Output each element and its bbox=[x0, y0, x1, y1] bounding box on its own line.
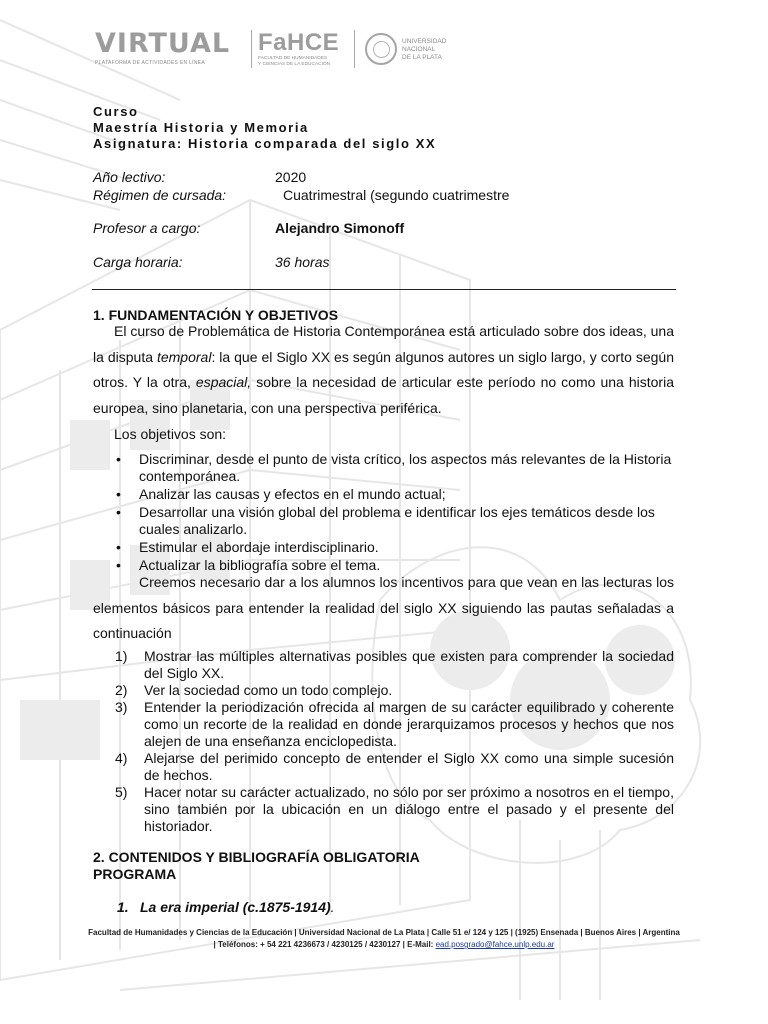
list-item: 2) Ver la sociedad como un todo complejo. bbox=[115, 682, 393, 698]
list-item: 3) Entender la periodización ofrecida al margen de su carácter equilibrado y coherente como un recorte de la realidad en donde jerarquizamos procesos y hechos que nos alejen de una enseñanza enciclopedista. bbox=[115, 699, 674, 749]
logo-divider bbox=[354, 30, 355, 68]
fahce-logo-text: FaHCE bbox=[258, 29, 340, 56]
professor-label: Profesor a cargo: bbox=[93, 220, 201, 236]
logo-divider bbox=[251, 30, 252, 68]
page-footer: Facultad de Humanidades y Ciencias de la Educación | Universidad Nacional de La Plata | Calle 51 e/ 124 y 125 | (1925) Ensenada | Buenos Aires | Argentina | Teléfonos: + 54 221 4236673 / 4230125 / 4230127 | E-Mail: ead.posgrado@fahce.unlp.edu.ar bbox=[88, 928, 680, 949]
intro-paragraph: El curso de Problemática de Historia Contemporánea está articulado sobre dos ideas, una la disputa temporal: la que el Siglo XX es según algunos autores un siglo largo, y corto según otros. Y la otra, espacial, sobre la necesidad de articular este período no como una historia europea, sino planetaria, con una perspectiva periférica. bbox=[93, 323, 674, 416]
footer-email-link[interactable]: ead.posgrado@fahce.unlp.edu.ar bbox=[435, 940, 555, 949]
fahce-logo-subtitle-2: Y CIENCIAS DE LA EDUCACIÓN bbox=[258, 62, 331, 67]
course-subject: Asignatura: Historia comparada del siglo XX bbox=[93, 136, 437, 151]
virtual-logo-subtitle: PLATAFORMA DE ACTIVIDADES EN LÍNEA bbox=[95, 60, 206, 66]
section-1-title: 1. FUNDAMENTACIÓN Y OBJETIVOS bbox=[93, 307, 339, 323]
bullet-icon: • bbox=[116, 504, 121, 520]
header-logos bbox=[95, 30, 446, 70]
bullet-icon: • bbox=[116, 557, 121, 573]
university-seal-icon bbox=[365, 33, 397, 65]
bullet-icon: • bbox=[116, 451, 121, 467]
year-value: 2020 bbox=[275, 169, 307, 185]
course-program: Maestría Historia y Memoria bbox=[93, 120, 309, 135]
list-item: 4) Alejarse del perimido concepto de entender el Siglo XX como una simple sucesión de hechos. bbox=[115, 750, 674, 783]
list-item: • Analizar las causas y efectos en el mundo actual; bbox=[116, 486, 446, 502]
hours-value: 36 horas bbox=[275, 254, 330, 270]
list-item: 1) Mostrar las múltiples alternativas posibles que existen para comprender la sociedad del Siglo XX. bbox=[115, 648, 674, 681]
list-item: • Estimular el abordaje interdisciplinario. bbox=[116, 539, 379, 555]
creemos-paragraph: Creemos necesario dar a los alumnos los incentivos para que vean en las lecturas los elementos básicos para entender la realidad del siglo XX siguiendo las pautas señaladas a continuación bbox=[93, 574, 674, 641]
course-title-block bbox=[93, 104, 436, 152]
guidelines-list bbox=[93, 648, 674, 835]
bullet-icon: • bbox=[116, 539, 121, 555]
regime-value: Cuatrimestral (segundo cuatrimestre bbox=[283, 187, 510, 203]
section-2-title: 2. CONTENIDOS Y BIBLIOGRAFÍA OBLIGATORIA bbox=[93, 849, 420, 865]
regime-label: Régimen de cursada: bbox=[93, 187, 227, 203]
bullet-icon: • bbox=[116, 486, 121, 502]
course-line: Curso bbox=[93, 104, 139, 119]
list-item: • Discriminar, desde el punto de vista crítico, los aspectos más relevantes de la Historia contemporánea. bbox=[116, 451, 672, 484]
unlp-logo-text: UNIVERSIDAD NACIONAL DE LA PLATA bbox=[402, 37, 447, 61]
list-item: • Desarrollar una visión global del problema e identificar los ejes temáticos desde los cuales analizarlo. bbox=[116, 504, 655, 537]
objectives-list bbox=[93, 451, 674, 575]
fahce-logo bbox=[258, 30, 348, 68]
year-label: Año lectivo: bbox=[93, 169, 166, 185]
header-divider bbox=[92, 289, 676, 290]
list-item: • Actualizar la bibliografía sobre el tema. bbox=[116, 557, 381, 573]
professor-value: Alejandro Simonoff bbox=[275, 220, 405, 236]
list-item: 5) Hacer notar su carácter actualizado, no sólo por ser próximo a nosotros en el tiempo, sino también por la ubicación en un diálogo entre el pasado y el presente del historiador. bbox=[115, 784, 674, 834]
virtual-logo-text: VIRTUAL bbox=[95, 28, 231, 59]
virtual-logo bbox=[95, 30, 245, 66]
unlp-logo bbox=[365, 30, 446, 65]
objectives-label: Los objetivos son: bbox=[114, 426, 227, 442]
unit-1-heading: 1. La era imperial (c.1875-1914). bbox=[117, 899, 335, 915]
hours-label: Carga horaria: bbox=[93, 254, 183, 270]
fahce-logo-subtitle-1: FACULTAD DE HUMANIDADES bbox=[258, 56, 328, 61]
program-heading: PROGRAMA bbox=[93, 866, 177, 882]
